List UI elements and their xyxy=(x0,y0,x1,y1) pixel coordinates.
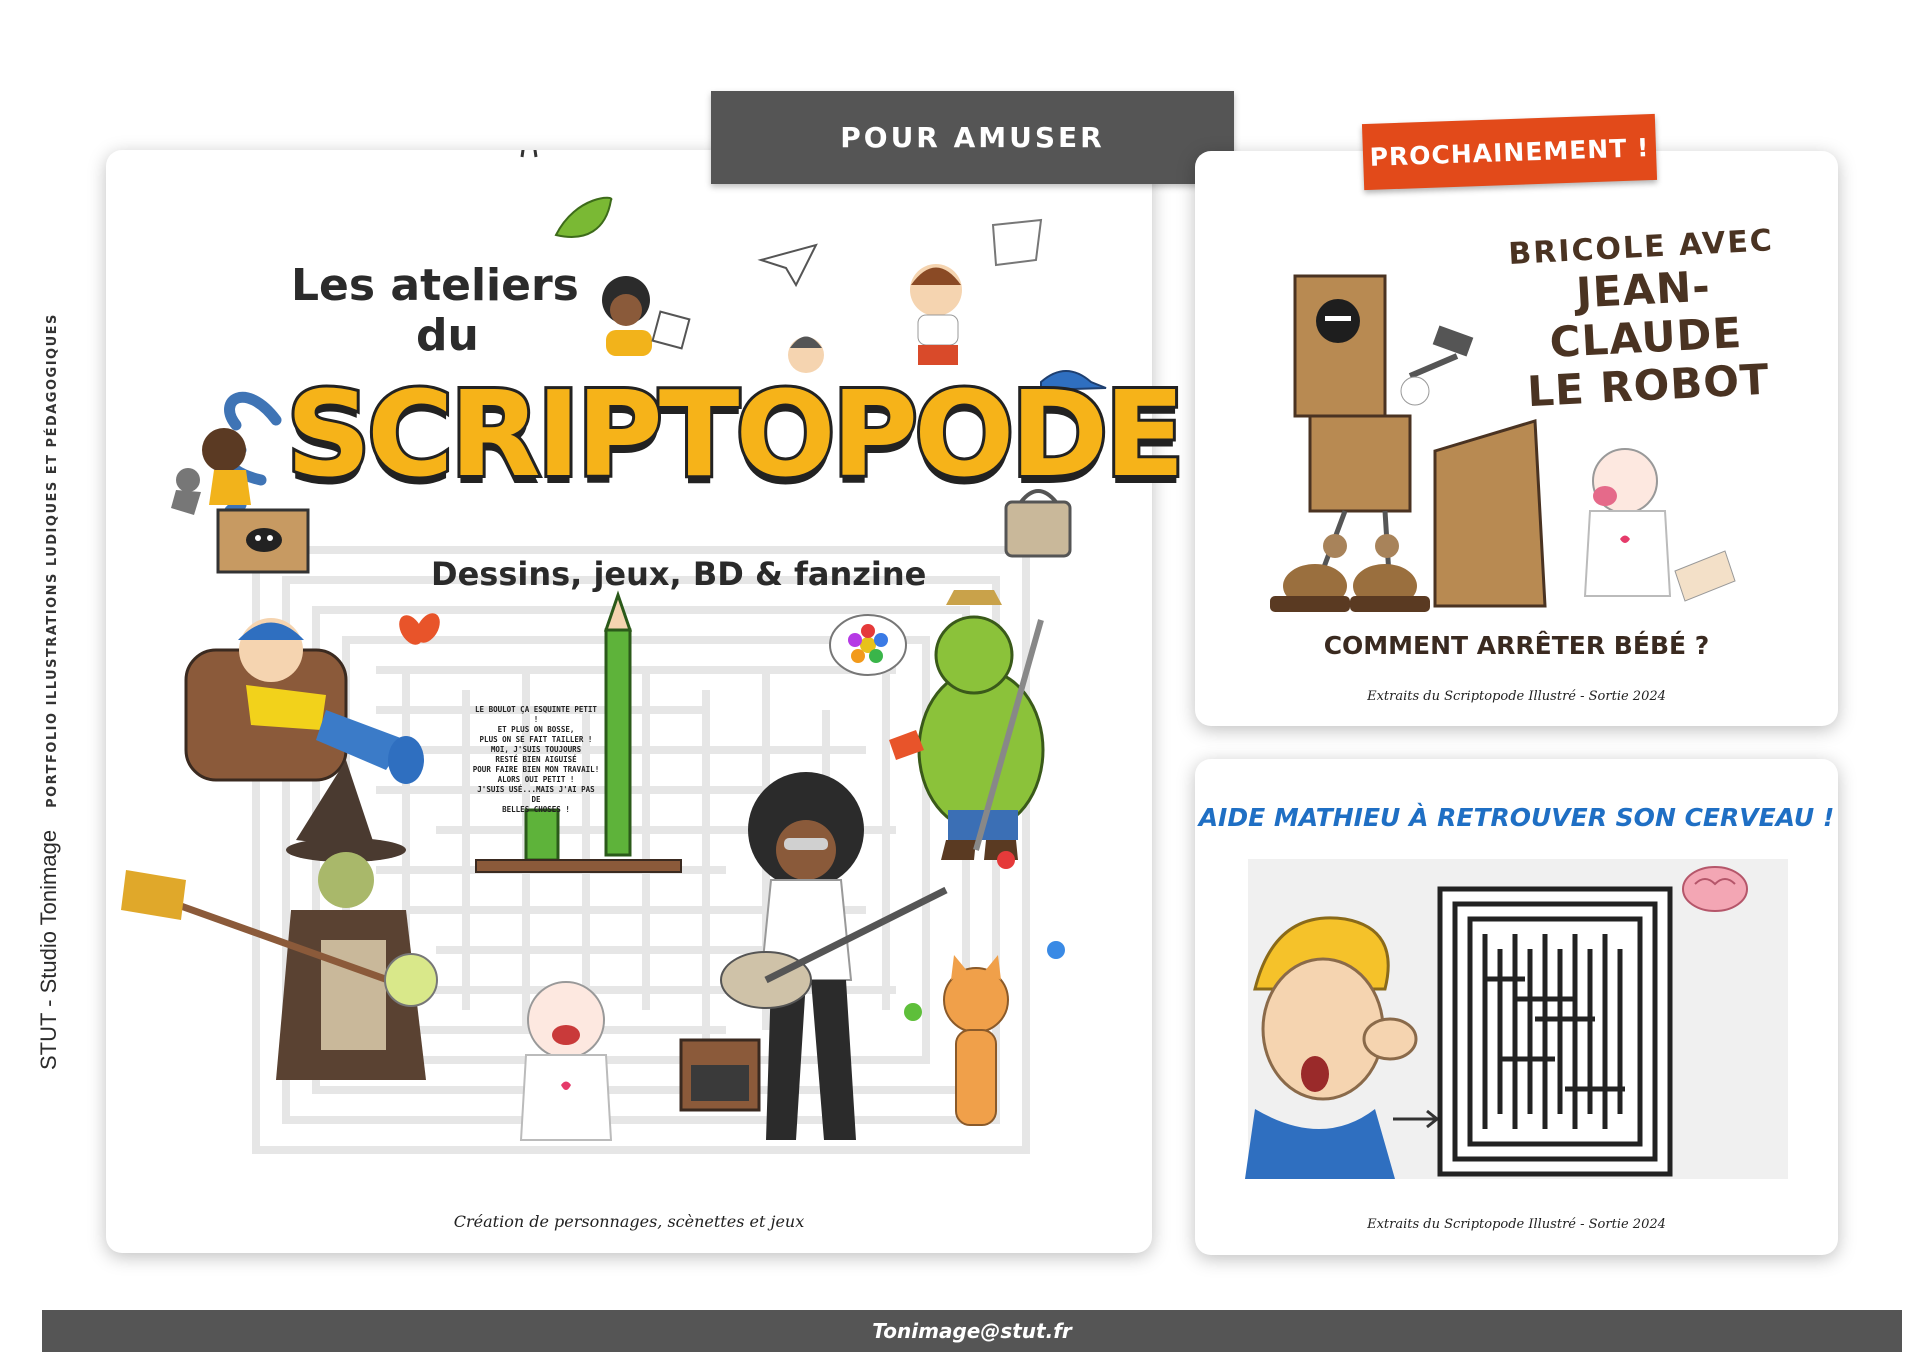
ball-red xyxy=(997,851,1015,869)
paper-sheet-icon xyxy=(993,220,1041,265)
footer-email[interactable]: Tonimage@stut.fr xyxy=(872,1319,1072,1343)
robin-icon xyxy=(486,150,570,157)
maze-caption: Extraits du Scriptopode Illustré - Sortie 2024 xyxy=(1367,1217,1666,1232)
main-caption: Création de personnages, scènettes et jeux xyxy=(453,1212,805,1231)
brain-icon xyxy=(1683,867,1747,911)
robot-card xyxy=(1195,151,1838,726)
ball-green xyxy=(904,1003,922,1021)
ball-blue xyxy=(1047,941,1065,959)
robot-subtitle: COMMENT ARRÊTER BÉBÉ ? xyxy=(1323,631,1710,660)
baby-character xyxy=(1585,449,1735,601)
flower-icon xyxy=(830,615,906,675)
grey-runner xyxy=(171,468,201,515)
maze-illustration xyxy=(1195,759,1838,1255)
main-illustration xyxy=(106,150,1152,1253)
crying-baby xyxy=(521,982,611,1140)
green-ogre xyxy=(889,590,1043,860)
running-kid xyxy=(910,264,962,365)
wooden-door xyxy=(1435,421,1545,606)
title-line2: du xyxy=(416,310,479,361)
studio-name: STUT - Studio Tonimage xyxy=(36,829,61,1070)
paper-plane-icon xyxy=(761,245,816,285)
drawing-kid xyxy=(602,276,689,356)
section-title: POUR AMUSER xyxy=(711,91,1234,184)
leaf-icon xyxy=(556,198,611,237)
title-line1: Les ateliers xyxy=(291,260,579,311)
robot-title: BRICOLE AVEC JEAN-CLAUDE LE ROBOT xyxy=(1507,223,1775,417)
portfolio-label: PORTFOLIO ILLUSTRATIONS LUDIQUES ET PÉDAGOGIQUES xyxy=(45,313,60,808)
scriptopode-logo: SCRIPTOPODE xyxy=(286,365,1181,503)
tagline: Dessins, jeux, BD & fanzine xyxy=(431,555,927,593)
side-credit xyxy=(36,310,62,1070)
maze-puzzle xyxy=(1440,889,1670,1174)
witch xyxy=(121,760,437,1080)
robot-caption: Extraits du Scriptopode Illustré - Sortie 2024 xyxy=(1367,689,1666,704)
pencil-speech: LE BOULOT ÇA ESQUINTE PETIT ! ET PLUS ON BOSSE, PLUS ON SE FAIT TAILLER ! MOI, J'SUIS TOUJOURS RESTÉ BIEN AIGUISÉ POUR FAIRE BIEN MON TRAVAIL! ALORS OUI PETIT ! J'SUIS USÉ...MAIS J'AI PAS DE BELLES CHOSES ! xyxy=(472,705,600,814)
main-illustration-card xyxy=(106,150,1181,1253)
coming-soon-badge: PROCHAINEMENT ! xyxy=(1362,114,1657,190)
maze-title: AIDE MATHIEU À RETROUVER SON CERVEAU ! xyxy=(1198,803,1835,832)
maze-card xyxy=(1195,759,1838,1255)
footer-bar xyxy=(42,1310,1902,1352)
